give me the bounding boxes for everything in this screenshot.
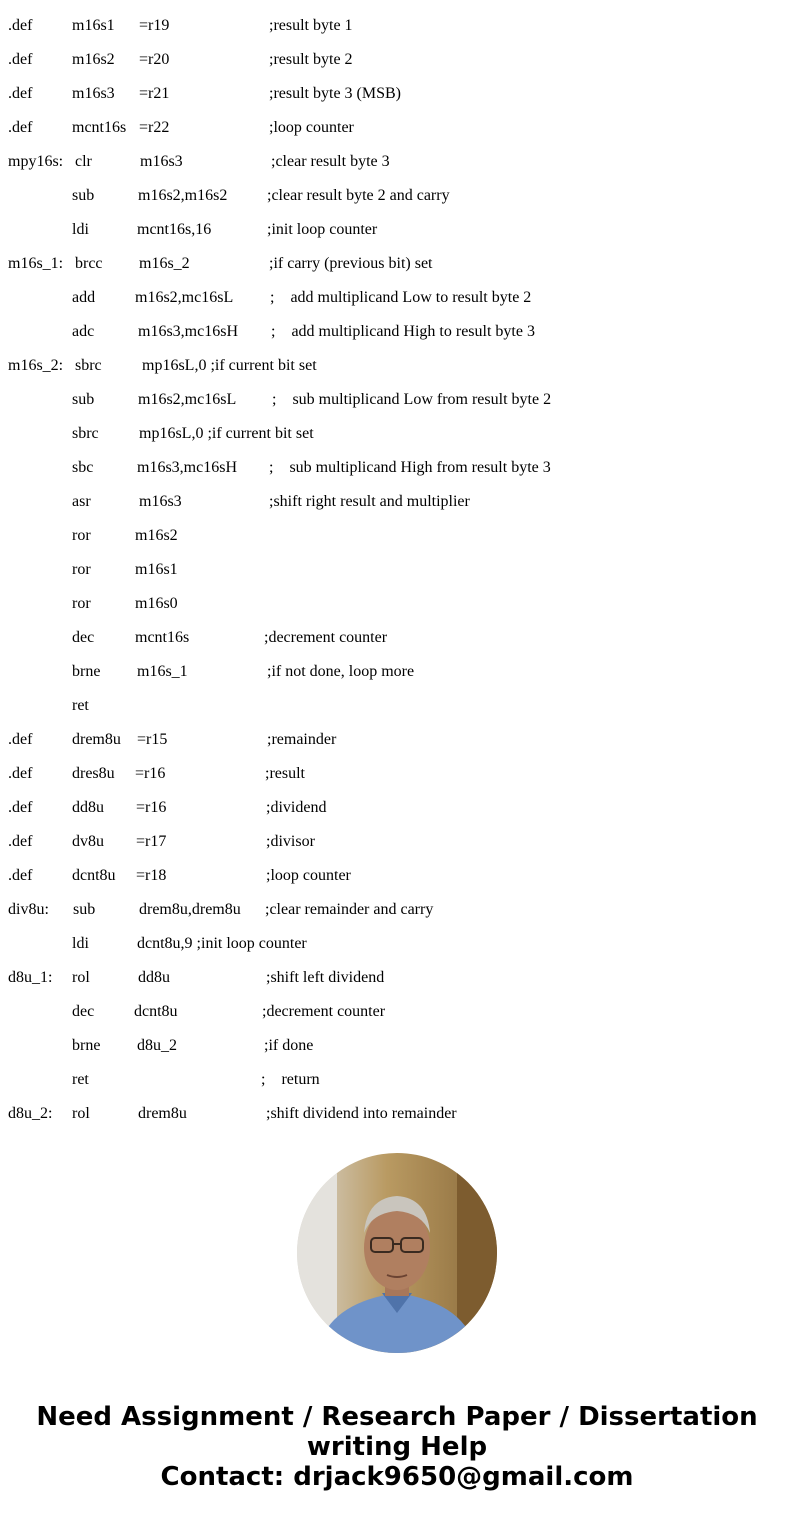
code-args: m16s_2 xyxy=(139,255,190,272)
code-args: =r20 xyxy=(139,51,170,68)
code-args: m16s2 xyxy=(135,527,178,544)
code-label: .def xyxy=(8,867,33,884)
code-comment: ;dividend xyxy=(266,799,327,816)
code-op: add xyxy=(72,289,96,306)
code-op: adc xyxy=(72,323,95,340)
code-comment: ;shift dividend into remainder xyxy=(266,1105,457,1122)
code-op: dd8u xyxy=(72,799,104,816)
code-op: mcnt16s xyxy=(72,119,127,136)
code-args: =r21 xyxy=(139,85,170,102)
code-label: div8u: xyxy=(8,901,49,918)
code-op: m16s1 xyxy=(72,17,115,34)
code-comment: ; return xyxy=(261,1071,320,1088)
code-op: brcc xyxy=(75,255,103,272)
code-op: dec xyxy=(72,629,95,646)
code-args: dd8u xyxy=(138,969,170,986)
code-args: m16s1 xyxy=(135,561,178,578)
code-label: .def xyxy=(8,799,33,816)
code-op: ror xyxy=(72,561,91,578)
footer-banner xyxy=(0,1402,794,1492)
code-comment: ;result xyxy=(265,765,305,782)
code-comment: ;result byte 1 xyxy=(269,17,353,34)
code-args: dcnt8u,9 ;init loop counter xyxy=(137,935,307,952)
code-args: mp16sL,0 ;if current bit set xyxy=(139,425,314,442)
code-op: ret xyxy=(72,697,89,714)
code-op: dv8u xyxy=(72,833,104,850)
code-args: m16s0 xyxy=(135,595,178,612)
code-args: =r16 xyxy=(135,765,166,782)
code-args: =r19 xyxy=(139,17,170,34)
code-op: sbc xyxy=(72,459,94,476)
code-comment: ;if done xyxy=(264,1037,314,1054)
code-args: m16s2,mc16sL xyxy=(138,391,237,408)
code-args: mp16sL,0 ;if current bit set xyxy=(142,357,317,374)
code-op: sub xyxy=(73,901,96,918)
code-label: mpy16s: xyxy=(8,153,64,170)
code-comment: ;clear result byte 3 xyxy=(271,153,390,170)
code-comment: ;shift right result and multiplier xyxy=(269,493,470,510)
code-args: m16s3 xyxy=(140,153,183,170)
code-comment: ;result byte 2 xyxy=(269,51,353,68)
code-args: =r18 xyxy=(136,867,167,884)
code-comment: ; add multiplicand High to result byte 3 xyxy=(271,323,535,340)
code-args: m16s2,m16s2 xyxy=(138,187,228,204)
code-label: .def xyxy=(8,17,33,34)
code-comment: ; add multiplicand Low to result byte 2 xyxy=(270,289,532,306)
code-args: drem8u xyxy=(138,1105,187,1122)
code-op: m16s3 xyxy=(72,85,115,102)
code-comment: ; sub multiplicand Low from result byte 2 xyxy=(272,391,552,408)
code-args: =r17 xyxy=(136,833,167,850)
code-comment: ; sub multiplicand High from result byte 3 xyxy=(269,459,551,476)
code-args: m16s_1 xyxy=(137,663,188,680)
code-comment: ;clear remainder and carry xyxy=(265,901,434,918)
code-op: sbrc xyxy=(72,425,99,442)
code-op: asr xyxy=(72,493,91,510)
code-label: m16s_2: xyxy=(8,357,64,374)
code-op: ror xyxy=(72,595,91,612)
code-op: ret xyxy=(72,1071,89,1088)
code-op: clr xyxy=(75,153,92,170)
code-label: d8u_1: xyxy=(8,969,53,986)
code-args: m16s3,mc16sH xyxy=(138,323,238,340)
code-op: m16s2 xyxy=(72,51,115,68)
code-op: brne xyxy=(72,663,101,680)
footer-line-1: Need Assignment / Research Paper / Dissertation xyxy=(36,1402,758,1432)
code-op: ldi xyxy=(72,935,89,952)
code-comment: ;loop counter xyxy=(266,867,351,884)
code-label: .def xyxy=(8,51,33,68)
code-op: ror xyxy=(72,527,91,544)
code-label: d8u_2: xyxy=(8,1105,53,1122)
code-comment: ;if not done, loop more xyxy=(267,663,415,680)
footer-contact: Contact: drjack9650@gmail.com xyxy=(160,1462,634,1492)
code-op: sub xyxy=(72,187,95,204)
code-args: m16s2,mc16sL xyxy=(135,289,234,306)
code-args: =r15 xyxy=(137,731,168,748)
code-args: m16s3 xyxy=(139,493,182,510)
code-op: drem8u xyxy=(72,731,121,748)
code-args: =r22 xyxy=(139,119,170,136)
code-label: m16s_1: xyxy=(8,255,64,272)
code-comment: ;decrement counter xyxy=(264,629,388,646)
code-args: m16s3,mc16sH xyxy=(137,459,237,476)
code-label: .def xyxy=(8,731,33,748)
author-photo xyxy=(297,1153,497,1353)
code-args: =r16 xyxy=(136,799,167,816)
code-comment: ;init loop counter xyxy=(267,221,378,238)
code-label: .def xyxy=(8,765,33,782)
code-label: .def xyxy=(8,85,33,102)
code-comment: ;clear result byte 2 and carry xyxy=(267,187,450,204)
code-op: rol xyxy=(72,969,90,986)
code-comment: ;remainder xyxy=(267,731,337,748)
code-op: dcnt8u xyxy=(72,867,116,884)
code-comment: ;result byte 3 (MSB) xyxy=(269,85,401,102)
code-op: dec xyxy=(72,1003,95,1020)
code-op: sbrc xyxy=(75,357,102,374)
code-args: drem8u,drem8u xyxy=(139,901,241,918)
code-comment: ;shift left dividend xyxy=(266,969,385,986)
code-args: mcnt16s xyxy=(135,629,190,646)
code-label: .def xyxy=(8,833,33,850)
avatar xyxy=(297,1153,497,1353)
code-args: mcnt16s,16 xyxy=(137,221,212,238)
code-op: ldi xyxy=(72,221,89,238)
code-comment: ;if carry (previous bit) set xyxy=(269,255,433,272)
code-op: sub xyxy=(72,391,95,408)
code-args: dcnt8u xyxy=(134,1003,178,1020)
code-op: dres8u xyxy=(72,765,115,782)
code-comment: ;decrement counter xyxy=(262,1003,386,1020)
code-op: brne xyxy=(72,1037,101,1054)
code-comment: ;divisor xyxy=(266,833,315,850)
code-args: d8u_2 xyxy=(137,1037,177,1054)
code-label: .def xyxy=(8,119,33,136)
code-op: rol xyxy=(72,1105,90,1122)
footer-line-2: writing Help xyxy=(306,1432,488,1462)
code-comment: ;loop counter xyxy=(269,119,354,136)
